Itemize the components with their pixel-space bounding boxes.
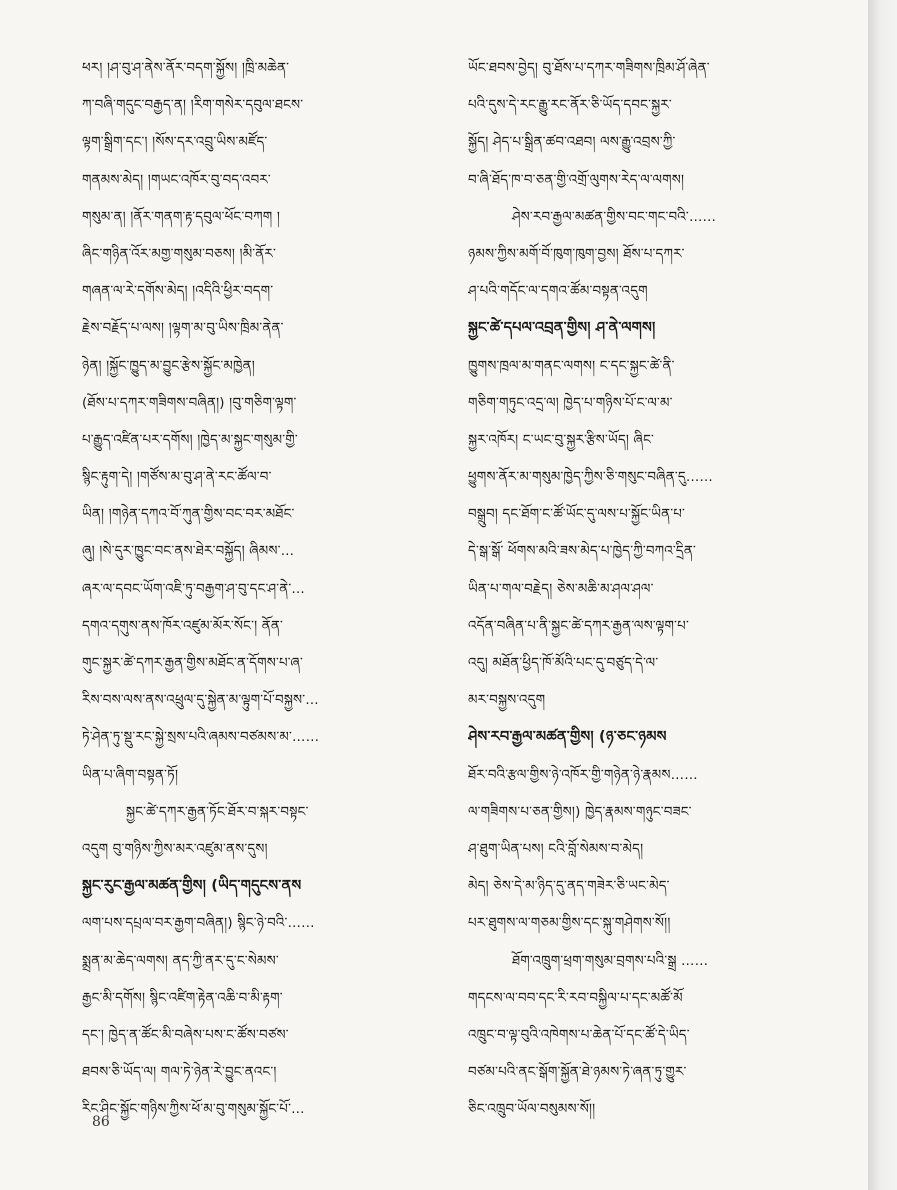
text-line: པར་ཐུགས་ལ་གཅམ་གྱིས་དང་སྐུ་གཤེགས་སོ།། (468, 916, 671, 932)
text-line: སྙིང་རྟུག་དེ། །གཙོས་མ་བུ་ཤ་ནེ་རང་ཚོལ་བ་ (82, 470, 272, 486)
text-line: དང་། ཁྱེད་ན་ཚོང་མི་བཞེས་པས་ང་ཚོས་བཙས་ (82, 1027, 289, 1043)
text-line: ཤ་ཐུག་ཡིན་པས། ངའི་བློ་སེམས་བ་མེད། (468, 841, 644, 857)
text-line: རིས་བས་ལས་ནས་འཕྲུལ་དུ་སྐྱེན་མ་ལྟུག་པོ་བསྐྱས་… (82, 693, 319, 709)
text-line: སྐྱང་ཚེ་དཔལ་འབྲན་གྱིས། ཤ་ནེ་ལགས། (468, 320, 656, 337)
text-line: དགའ་དགུས་ནས་ཁོར་འཛུམ་མོར་སོང་། ནོན་ (82, 618, 284, 634)
text-line: སྐྱང་ཚེ་དཀར་རྒྱན་ཏོང་ཐོར་བ་སྐར་བསྟང་ (126, 804, 309, 820)
text-line: སྨྲན་མ་ཆེད་ལགས། ནད་ཀྱི་ནར་དུ་ང་སེམས་ (82, 953, 279, 969)
text-line: བ་ཞི་ཐོད་ཁ་བ་ཅན་གྱི་འགྲོ་ལུགས་རེད་ལ་ལགས། (468, 172, 685, 188)
text-line: བསྒྲུབ། དང་ཐོག་ང་ཚོ་ཡོང་དུ་ལས་པ་སྐྱོང་ཡིན་པ་ (468, 507, 686, 523)
text-line: ཞིང་གཉིན་འོར་མགྱ་གསུམ་བཅས། །མི་ནོར་ (82, 246, 276, 262)
text-line: སྐྱོད། ཤེད་པ་སྒྲིན་ཚབ་འཐབ། ལས་རྒྱུ་འབྲས་ཀྱི་ (468, 135, 676, 151)
text-line: ཐོར་བའི་རྩལ་གྱིས་ཉེ་འཁོར་གྱི་གཉེན་ཉེ་རྣམས…… (468, 767, 698, 783)
text-line: ཐབས་ཅི་ཡོད་ལ། གལ་ཏེ་ཉེན་རེ་བྱུང་ནའང་། (82, 1065, 277, 1081)
text-line: སྐྱང་རུང་རྒྱལ་མཚན་གྱིས། (ཡིད་གདུངས་ནས (82, 878, 302, 895)
text-line: གཞན་ལ་རེ་དགོས་མེད། །འདིའི་ཕྱིར་བདག་ (82, 284, 274, 300)
text-line: སྐྱར་འཁོར། ང་ཡང་བུ་སྐྱར་རྩིས་ཡོད། ཞིང་ (468, 432, 655, 448)
text-line: ཕར། །ཤ་བུ་ཤ་ནེས་ནོར་བདག་སྐྱོས། །ཁྲི་མཆེན་ (82, 61, 290, 76)
page-number: 86 (92, 1114, 110, 1130)
text-line: ཉམས་ཀྱིས་མགོ་བོ་ཁུག་ཁུག་བྱས། ཐོས་པ་དཀར་ (468, 246, 685, 262)
text-line: འདོན་བཞིན་པ་ནི་སྐྱང་ཚེ་དཀར་རྒྱན་ལས་ལྟག་པ་ (468, 618, 689, 634)
text-line: འདུག བུ་གཉིས་ཀྱིས་མར་འཛུམ་ནས་དུས། (82, 841, 268, 857)
text-line: ཉེན། །སྐྱོང་ཁྱུད་མ་བྱུང་རྩེས་སྐྱོང་མཁྱེན། (82, 358, 255, 374)
text-line: ཅིང་འཁྲུབ་ཡོལ་བསུམས་སོ།། (468, 1102, 596, 1118)
text-line: རིང་ཤིང་སྐྱོང་གཉིས་ཀྱིས་ཕོ་མ་བུ་གསུམ་སྐྱོང་པོ་… (82, 1102, 305, 1118)
text-line: (ཐོས་པ་དཀར་གཟིགས་བཞིན།) །བུ་གཅིག་ལྟག་ (82, 395, 297, 411)
text-line: པའི་དུས་དེ་རང་རྒྱུ་རང་ནོར་ཅི་ཡོད་དབང་སྐྱར་ (468, 98, 672, 114)
text-line: ཡིན། །གཉེན་དཀའ་བོ་ཀུན་གྱིས་བང་བར་མཐོང་ (82, 507, 295, 523)
text-line: གུང་སྐྱར་ཚེ་དཀར་རྒྱན་གྱིས་མཐོང་ན་དོགས་པ་ཞ་ (82, 656, 303, 671)
text-line: འདུ། མཐོན་ཕྱིད་ཁོ་མོའི་པང་དུ་བཙུད་དེ་ལ་ (468, 656, 659, 671)
left-text-column (82, 50, 452, 1128)
text-line: པ་རྒྱུད་འཛིན་པར་དགོས། །ཁྱེད་མ་སྐྱང་གསུམ་གྱི་ (82, 432, 298, 448)
text-line: ཤ་པའི་གདོང་ལ་དགའ་ཚོམ་བསྟན་འདུག (468, 284, 648, 300)
text-line: ཁྱུགས་ཁྲལ་མ་གནང་ལགས། ང་དང་སྐྱང་ཚེ་ནི་ (468, 358, 675, 374)
text-line: ཡོང་ཐབས་བྱེད། བུ་ཐོས་པ་དཀར་གཟིགས་ཁྲིམ་ཤོ་ཞེན་ (468, 61, 710, 76)
text-line: རྒྱང་མི་དགོས། སྙིང་འཛིག་རྟེན་འཆི་བ་མི་རྟག་ (82, 990, 283, 1006)
text-line: ཀ་བཞི་གདུང་བརྒྱད་ན། །རིག་གསེར་དབུལ་ཐངས་ (82, 98, 304, 114)
text-line: ལྟག་སྒྲིག་དང་། །སོས་དར་འབྲུ་ཡིས་མཛོད་ (82, 135, 268, 151)
text-line: འཁྲུང་བ་ལྟ་བུའི་འཁེགས་པ་ཆེན་པོ་དང་ཚོ་དེ་ཡིད་ (468, 1027, 690, 1043)
text-line: མེད། ཅེས་དེ་མ་ཉིད་དུ་ནད་གཟེར་ཅི་ཡང་མེད་ (468, 879, 670, 895)
text-line: ལག་པས་དཔྲལ་བར་རྒྱག་བཞིན།) སྙིང་ཉེ་བའི་…… (82, 916, 315, 932)
right-text-column (468, 50, 838, 1128)
text-line: ཤེས་རབ་རྒྱལ་མཚན་གྱིས་བང་གང་བའི་…… (512, 209, 717, 225)
text-line: ཞར་ལ་དབང་ཡོག་འཇི་ཏུ་བརྒྱག་ཤ་བུ་དང་ཤ་ནེ་… (82, 581, 305, 597)
text-line: དེ་སྒ་སྒོ་ ཕོགས་མའི་ཟས་མེད་པ་ཁྱེད་ཀྱི་བཀའ་དྲིན་ (468, 544, 696, 560)
text-line: ཞུ། །སེ་དུར་ཁྱུང་བང་ནས་ཐེར་བསྐྱོད། ཞིམས་… (82, 544, 295, 560)
text-line: ཤེས་རབ་རྒྱལ་མཚན་གྱིས། (ཉ་ཅང་ཉམས (468, 729, 667, 746)
text-line: གནམས་མེད། །གཡང་འཁོར་བུ་བད་འབར་ (82, 172, 271, 188)
text-line: ཡིན་པ་གལ་བརྗེད། ཅེས་མཆི་མ་ཤལ་ཤལ་ (468, 581, 654, 597)
text-line: ཡིན་པ་ཞིག་བསྟན་ཏོ། (82, 767, 179, 783)
text-line: གཅིག་གཏུང་འདྲ་ལ། ཁྱེད་པ་གཉིས་པོ་ང་ལ་མ་ (468, 395, 673, 411)
text-line: མར་བསྐྱས་འདུག (468, 693, 546, 709)
text-line: གསུམ་ན། །ནོར་གནག་རྟ་དབུལ་ཕོང་བཀག ། (82, 209, 281, 225)
text-line: ཕྱུགས་ནོར་མ་གསུམ་ཁྱེད་ཀྱིས་ཅི་གསུང་བཞིན་དུ…… (468, 470, 714, 486)
text-line: རྗེས་བརྗོད་པ་ལས། །ལྟག་མ་བུ་ཡིས་ཁྲིམ་ནེན་ (82, 321, 284, 337)
text-line: ཏེ་ཤེན་ཏུ་སྡུ་རང་སྐྱེ་སྲས་པའི་ཞམས་བཙམས་མ་…… (82, 730, 320, 746)
text-line: ལ་གཟིགས་པ་ཅན་གྱིས།) ཁྱེད་རྣམས་གཉུང་བཟང་ (468, 804, 692, 820)
text-line: གདངས་ལ་བབ་དང་རི་རབ་བསྐྱིལ་པ་དང་མཚོ་མོ (468, 990, 683, 1006)
text-line: ཐོག་འཁྲུག་ཕྲག་གསུམ་བྲགས་པའི་སྒྲ …… (512, 953, 709, 969)
text-line: བཙམ་པའི་ནང་སྒོག་སྐྱོན་ཐེ་ཉམས་ཏེ་ཞན་ཏུ་གྱུར་ (468, 1065, 687, 1081)
page-edge-shadow (868, 0, 897, 1190)
